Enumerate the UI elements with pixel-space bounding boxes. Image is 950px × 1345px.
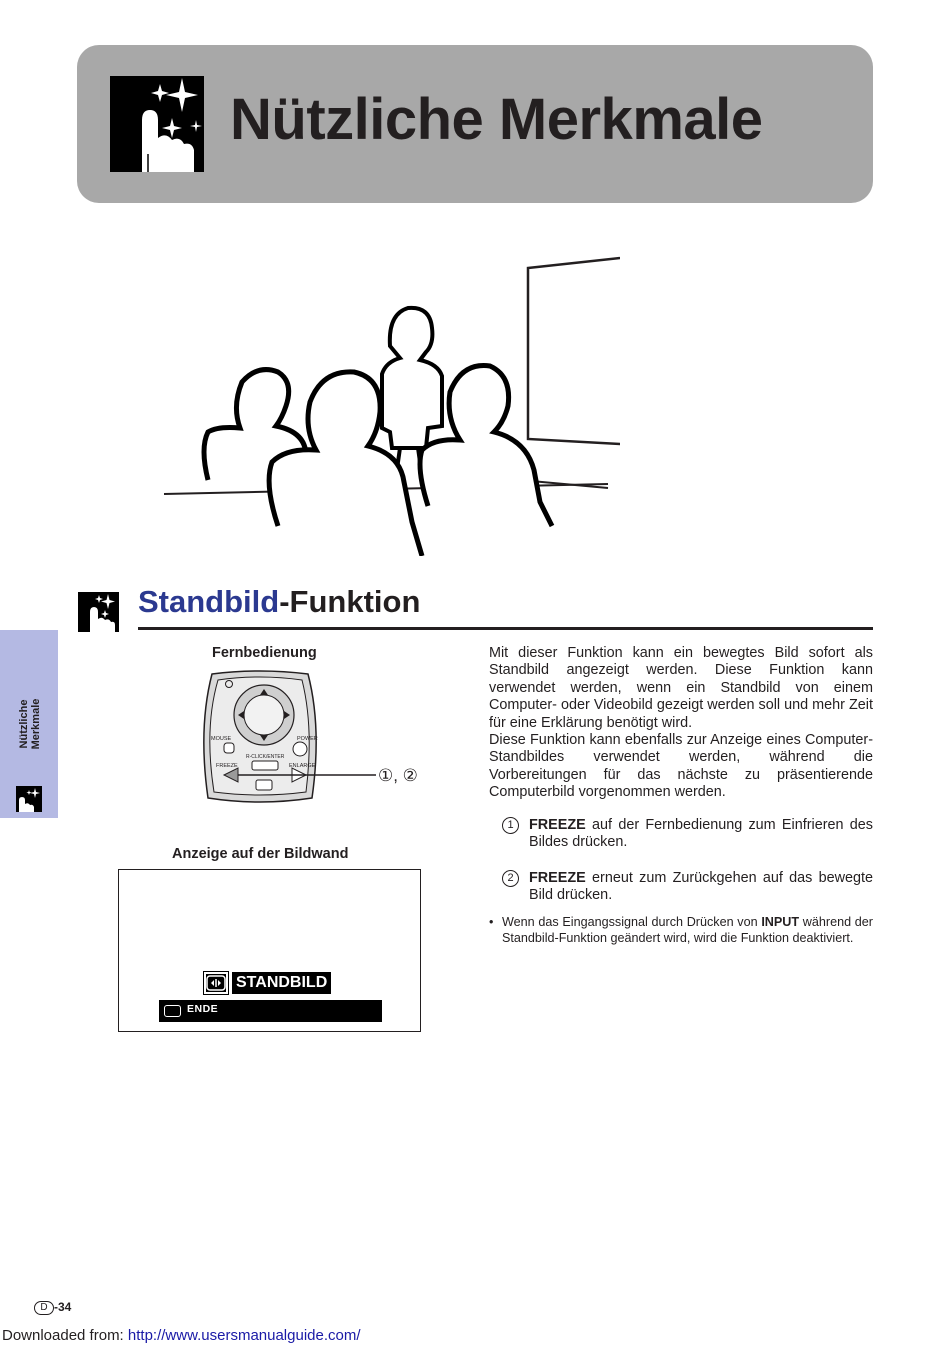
step-2-text: erneut zum Zurückgehen auf das bewegte Bild drücken. bbox=[529, 870, 873, 904]
section-hand-icon bbox=[78, 592, 119, 632]
page-number bbox=[34, 1300, 71, 1315]
step-1-key: FREEZE bbox=[529, 817, 586, 833]
side-tab-hand-icon bbox=[16, 786, 42, 812]
section-title-highlight: Standbild bbox=[138, 584, 280, 619]
standbild-label: STANDBILD bbox=[232, 972, 331, 994]
remote-freeze-label: FREEZE bbox=[216, 763, 238, 769]
description-paragraph-1: Mit dieser Funktion kann ein bewegtes Bild sofort als Standbild angezeigt werden. Diese Funktion kann verwendet werden, wenn ein Standbild von einem Computer- oder Videobild gezeigt werden soll und mehr Zeit für eine Erklärung benötigt wird. bbox=[489, 645, 873, 731]
section-title-rest: -Funktion bbox=[279, 584, 421, 619]
page-number-value: -34 bbox=[54, 1300, 72, 1314]
step-2-number: 2 bbox=[502, 870, 519, 887]
remote-control-diagram bbox=[198, 668, 438, 808]
description-paragraph-2: Diese Funktion kann ebenfalls zur Anzeige eines Computer-Standbildes verwendet werden, während die Vorbereitungen für das nächste zu präsentierende Computerbild vorgenommen werden. bbox=[489, 732, 873, 801]
description bbox=[489, 645, 873, 802]
note-text-after: während der Standbild-Funktion geändert wird, wird die Funktion deaktiviert. bbox=[502, 915, 874, 945]
presentation-illustration bbox=[160, 236, 620, 556]
section-divider bbox=[138, 627, 873, 630]
side-tab-label bbox=[18, 699, 42, 750]
language-badge: D bbox=[34, 1301, 54, 1315]
note-text-before: Wenn das Eingangssignal durch Drücken von bbox=[502, 915, 762, 929]
section-title bbox=[138, 584, 420, 620]
step-1 bbox=[502, 817, 873, 852]
remote-caption: Fernbedienung bbox=[212, 645, 317, 661]
remote-rclick-label: R-CLICK/ENTER bbox=[246, 754, 285, 760]
hand-sparkle-icon bbox=[110, 76, 204, 172]
step-1-number: 1 bbox=[502, 817, 519, 834]
freeze-icon bbox=[204, 972, 228, 994]
remote-enlarge-label: ENLARGE bbox=[289, 763, 316, 769]
button-icon bbox=[164, 1005, 181, 1017]
side-tab-line2: Merkmale bbox=[30, 698, 42, 750]
side-tab-line1: Nützliche bbox=[18, 699, 30, 749]
step-2 bbox=[502, 870, 873, 905]
remote-mouse-label: MOUSE bbox=[211, 736, 232, 742]
page-title: Nützliche Merkmale bbox=[230, 87, 763, 152]
remote-callout: ①, ② bbox=[378, 766, 418, 785]
note-bullet: • bbox=[489, 915, 494, 929]
download-footer bbox=[2, 1327, 361, 1344]
step-1-text: auf der Fernbedienung zum Einfrieren des Bildes drücken. bbox=[529, 817, 873, 851]
footer-prefix: Downloaded from: bbox=[2, 1327, 128, 1344]
screen-caption: Anzeige auf der Bildwand bbox=[172, 846, 349, 862]
note bbox=[489, 914, 873, 946]
step-2-key: FREEZE bbox=[529, 870, 586, 886]
ende-label: ENDE bbox=[187, 1003, 219, 1015]
note-key: INPUT bbox=[761, 915, 800, 929]
footer-link[interactable]: http://www.usersmanualguide.com/ bbox=[127, 1327, 361, 1344]
remote-power-label: POWER bbox=[297, 736, 318, 742]
